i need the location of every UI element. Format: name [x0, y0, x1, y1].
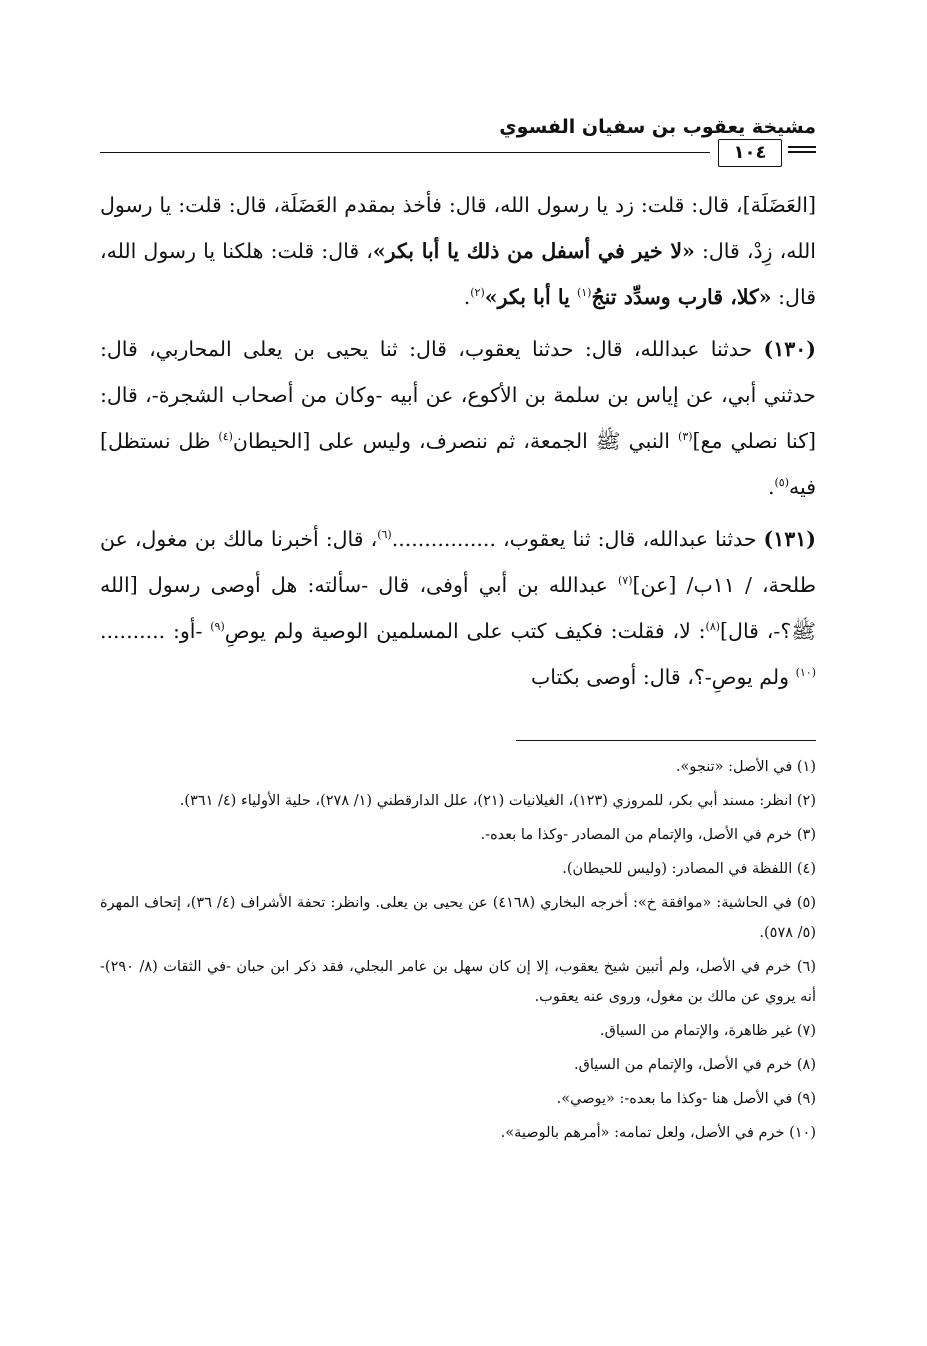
footnotes: [100, 752, 816, 1152]
hadith-number: (١٣٠): [763, 337, 816, 361]
hadith-number: (١٣١): [763, 527, 816, 551]
footnote: (٨) خرم في الأصل، والإتمام من السياق.: [574, 1057, 816, 1073]
footnote-ref: (٦): [377, 528, 392, 542]
hadith-quote: «لا خير في أسفل من ذلك يا أبا بكر»: [372, 239, 695, 263]
main-text: [100, 182, 816, 700]
hadith-131: [100, 516, 816, 700]
page-number: ١٠٤: [718, 139, 782, 167]
footnote-separator: [516, 740, 816, 741]
footnote-ref: (١): [576, 286, 592, 300]
text-run: حدثنا عبدالله، قال: حدثنا يعقوب، قال: ثنا يحيى بن يعلى المحاربي، قال: حدثني أبي، عن إياس بن سلمة بن الأكوع، عن أبيه -وكان من أصحاب الشجرة-، قال: [كنا نصلي مع]: [100, 337, 817, 453]
footnote-ref: (٢): [470, 286, 485, 300]
header-ornament-line: [788, 146, 816, 148]
text-run: ولم يوصِ-؟، قال: أوصى بكتاب: [531, 665, 796, 689]
footnote-ref: (٥): [774, 476, 790, 490]
paragraph-continuation: [100, 182, 816, 320]
footnote: (٩) في الأصل هنا -وكذا ما بعده-: «يوصي».: [556, 1091, 816, 1107]
footnote: (٤) اللفظة في المصادر: (وليس للحيطان).: [562, 861, 816, 877]
footnote: (٥) في الحاشية: «موافقة خ»: أخرجه البخاري (٤١٦٨) عن يحيى بن يعلى. وانظر: تحفة الأشراف (٤/ ٣٦)، إتحاف المهرة (٥/ ٥٧٨).: [100, 895, 816, 941]
book-page: [100, 112, 816, 1312]
footnote-ref: (٨): [705, 620, 721, 634]
hadith-quote: يا أبا بكر»: [484, 285, 577, 309]
header-ornament-line: [788, 151, 816, 153]
footnote: (٧) غير ظاهرة، والإتمام من السياق.: [600, 1023, 816, 1039]
footnote-ref: (٤): [218, 430, 233, 444]
text-run: -أو: ..........: [100, 619, 211, 643]
header-rule: [100, 152, 710, 153]
text-run: ، قال: أخبرنا مالك بن مغول، عن طلحة، / ١١ب/ [عن]: [100, 527, 817, 597]
hadith-quote: «كلا، قارب وسدِّد تنجُ: [591, 285, 772, 309]
text-run: .: [767, 475, 775, 499]
text-run: .: [463, 285, 471, 309]
text-run: ظل نستظل] فيه: [100, 429, 816, 499]
footnote: (١) في الأصل: «تنجو».: [675, 759, 816, 775]
text-run: : لا، فقلت: فكيف كتب على المسلمين الوصية ولم يوصِ: [224, 619, 706, 643]
text-run: ، قال: قلت: هلكنا يا رسول الله، قال:: [100, 239, 816, 309]
page-header: [100, 112, 816, 172]
footnote-ref: (٧): [618, 574, 633, 588]
text-run: عبدالله بن أبي أوفى، قال -سألته: هل أوصى رسول [الله ﷺ؟-، قال]: [100, 573, 816, 643]
footnote: (٢) انظر: مسند أبي بكر، للمروزي (١٢٣)، الغيلانيات (٢١)، علل الدارقطني (١/ ٢٧٨)، حلية الأولياء (٤/ ٣٦١).: [179, 793, 816, 809]
footnote: (١٠) خرم في الأصل، ولعل تمامه: «أمرهم بالوصية».: [500, 1125, 816, 1141]
footnote-ref: (٣): [678, 430, 693, 444]
text-run: النبي ﷺ الجمعة، ثم ننصرف، وليس على [الحيطان: [232, 429, 679, 453]
footnote: (٦) خرم في الأصل، ولم أتبين شيخ يعقوب، إلا إن كان سهل بن عامر البجلي، فقد ذكر ابن حبان -في الثقات (٨/ ٢٩٠)- أنه يروي عن مالك بن مغول، وروى عنه يعقوب.: [100, 959, 816, 1005]
running-title: مشيخة يعقوب بن سفيان الفسوي: [499, 116, 816, 138]
text-run: [العَضَلَة]، قال: قلت: زد يا رسول الله، قال: فأخذ بمقدم العَضَلَة، قال: قلت: يا رسول الله، زِدْ، قال:: [100, 193, 816, 263]
footnote-ref: (٩): [210, 620, 225, 634]
hadith-130: [100, 326, 816, 510]
text-run: حدثنا عبدالله، قال: ثنا يعقوب، ................: [391, 527, 764, 551]
footnote-ref: (١٠): [795, 666, 816, 680]
footnote: (٣) خرم في الأصل، والإتمام من المصادر -وكذا ما بعده-.: [480, 827, 816, 843]
